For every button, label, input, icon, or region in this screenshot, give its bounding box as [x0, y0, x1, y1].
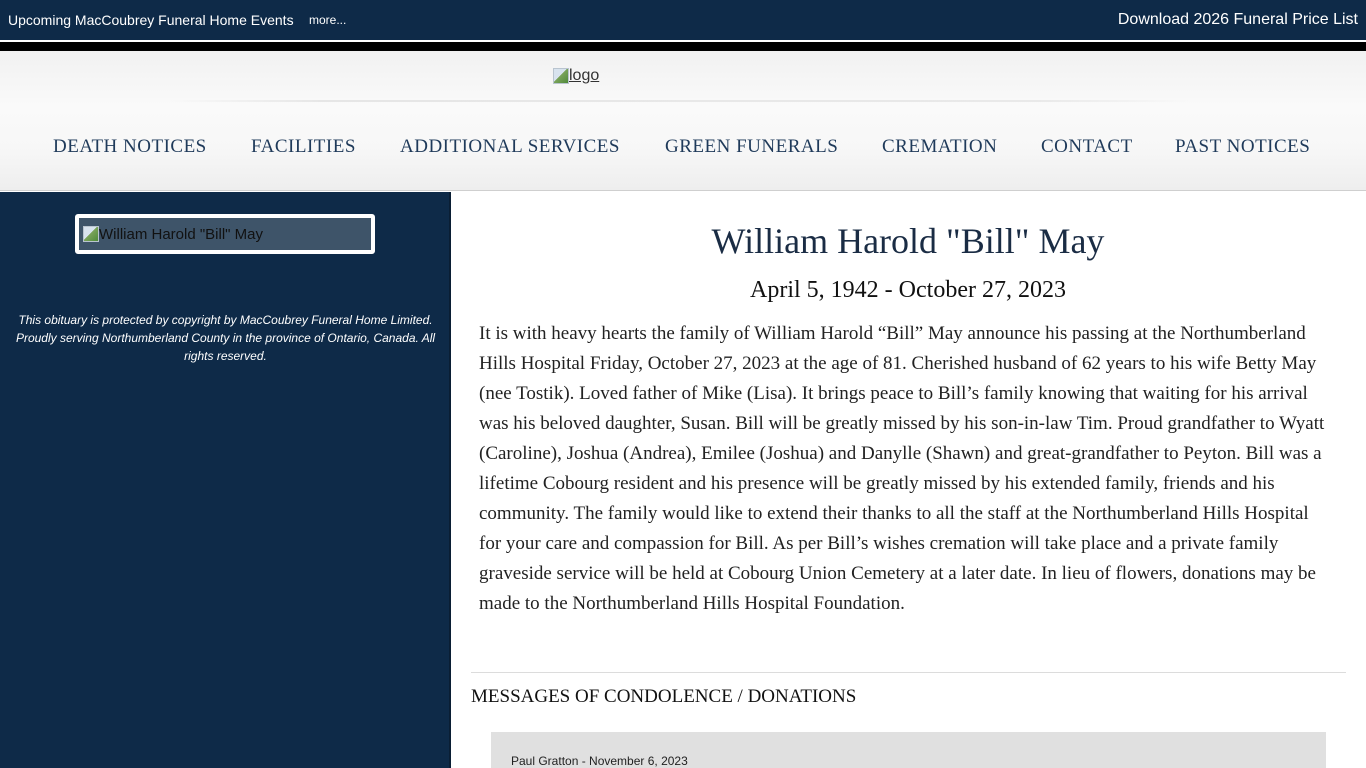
upcoming-events-label: Upcoming MacCoubrey Funeral Home Events — [8, 12, 294, 28]
divider-black — [0, 42, 1366, 51]
main-nav — [0, 136, 1366, 160]
deceased-name: William Harold "Bill" May — [711, 221, 1105, 261]
nav-green-funerals[interactable]: GREEN FUNERALS — [665, 136, 839, 157]
more-events-link[interactable]: more... — [309, 13, 347, 27]
broken-image-icon — [83, 226, 99, 242]
nav-facilities[interactable]: FACILITIES — [251, 136, 356, 157]
nav-death-notices[interactable]: DEATH NOTICES — [53, 136, 207, 157]
nav-additional-services[interactable]: ADDITIONAL SERVICES — [400, 136, 620, 157]
nav-cremation[interactable]: CREMATION — [882, 136, 998, 157]
section-divider — [471, 672, 1346, 673]
logo-link[interactable] — [553, 65, 599, 87]
condolences-heading: MESSAGES OF CONDOLENCE / DONATIONS — [471, 686, 857, 707]
broken-image-icon — [553, 68, 569, 84]
obituary-photo — [75, 214, 375, 254]
life-dates: April 5, 1942 - October 27, 2023 — [750, 277, 1066, 303]
nav-contact[interactable]: CONTACT — [1041, 136, 1133, 157]
site-header — [0, 51, 1366, 191]
obituary-content — [453, 192, 1366, 768]
copyright-notice: This obituary is protected by copyright by MacCoubrey Funeral Home Limited. Proudly serving Northumberland County in the province of Ontario, Canada. All rights reserved. — [15, 313, 436, 363]
header-divider — [170, 100, 1190, 102]
condolence-message — [491, 732, 1326, 768]
sidebar — [0, 192, 451, 768]
top-announcement-bar — [0, 0, 1366, 40]
logo-alt-text: logo — [569, 67, 600, 84]
message-author-date: Paul Gratton - November 6, 2023 — [511, 754, 688, 768]
photo-alt-text: William Harold "Bill" May — [99, 225, 264, 243]
download-price-list-link[interactable]: Download 2026 Funeral Price List — [1117, 11, 1358, 28]
obituary-text: It is with heavy hearts the family of William Harold “Bill” May announce his passing at the Northumberland Hills Hospital Friday, October 27, 2023 at the age of 81. Cherished husband of 62 years to his wife Betty May (nee Tostik). Loved father of Mike (Lisa). It brings peace to Bill’s family knowing that waiting for his arrival was his beloved daughter, Susan. Bill will be greatly missed by his son-in-law Tim. Proud grandfather to Wyatt (Caroline), Joshua (Andrea), Emilee (Joshua) and Danylle (Shawn) and great-grandfather to Peyton. Bill was a lifetime Cobourg resident and his presence will be greatly missed by his extended family, friends and his community. The family would like to extend their thanks to all the staff at the Northumberland Hills Hospital for your care and compassion for Bill. As per Bill’s wishes cremation will take place and a private family graveside service will be held at Cobourg Union Cemetery at a later date. In lieu of flowers, donations may be made to the Northumberland Hills Hospital Foundation. — [479, 323, 1325, 614]
nav-past-notices[interactable]: PAST NOTICES — [1175, 136, 1311, 157]
